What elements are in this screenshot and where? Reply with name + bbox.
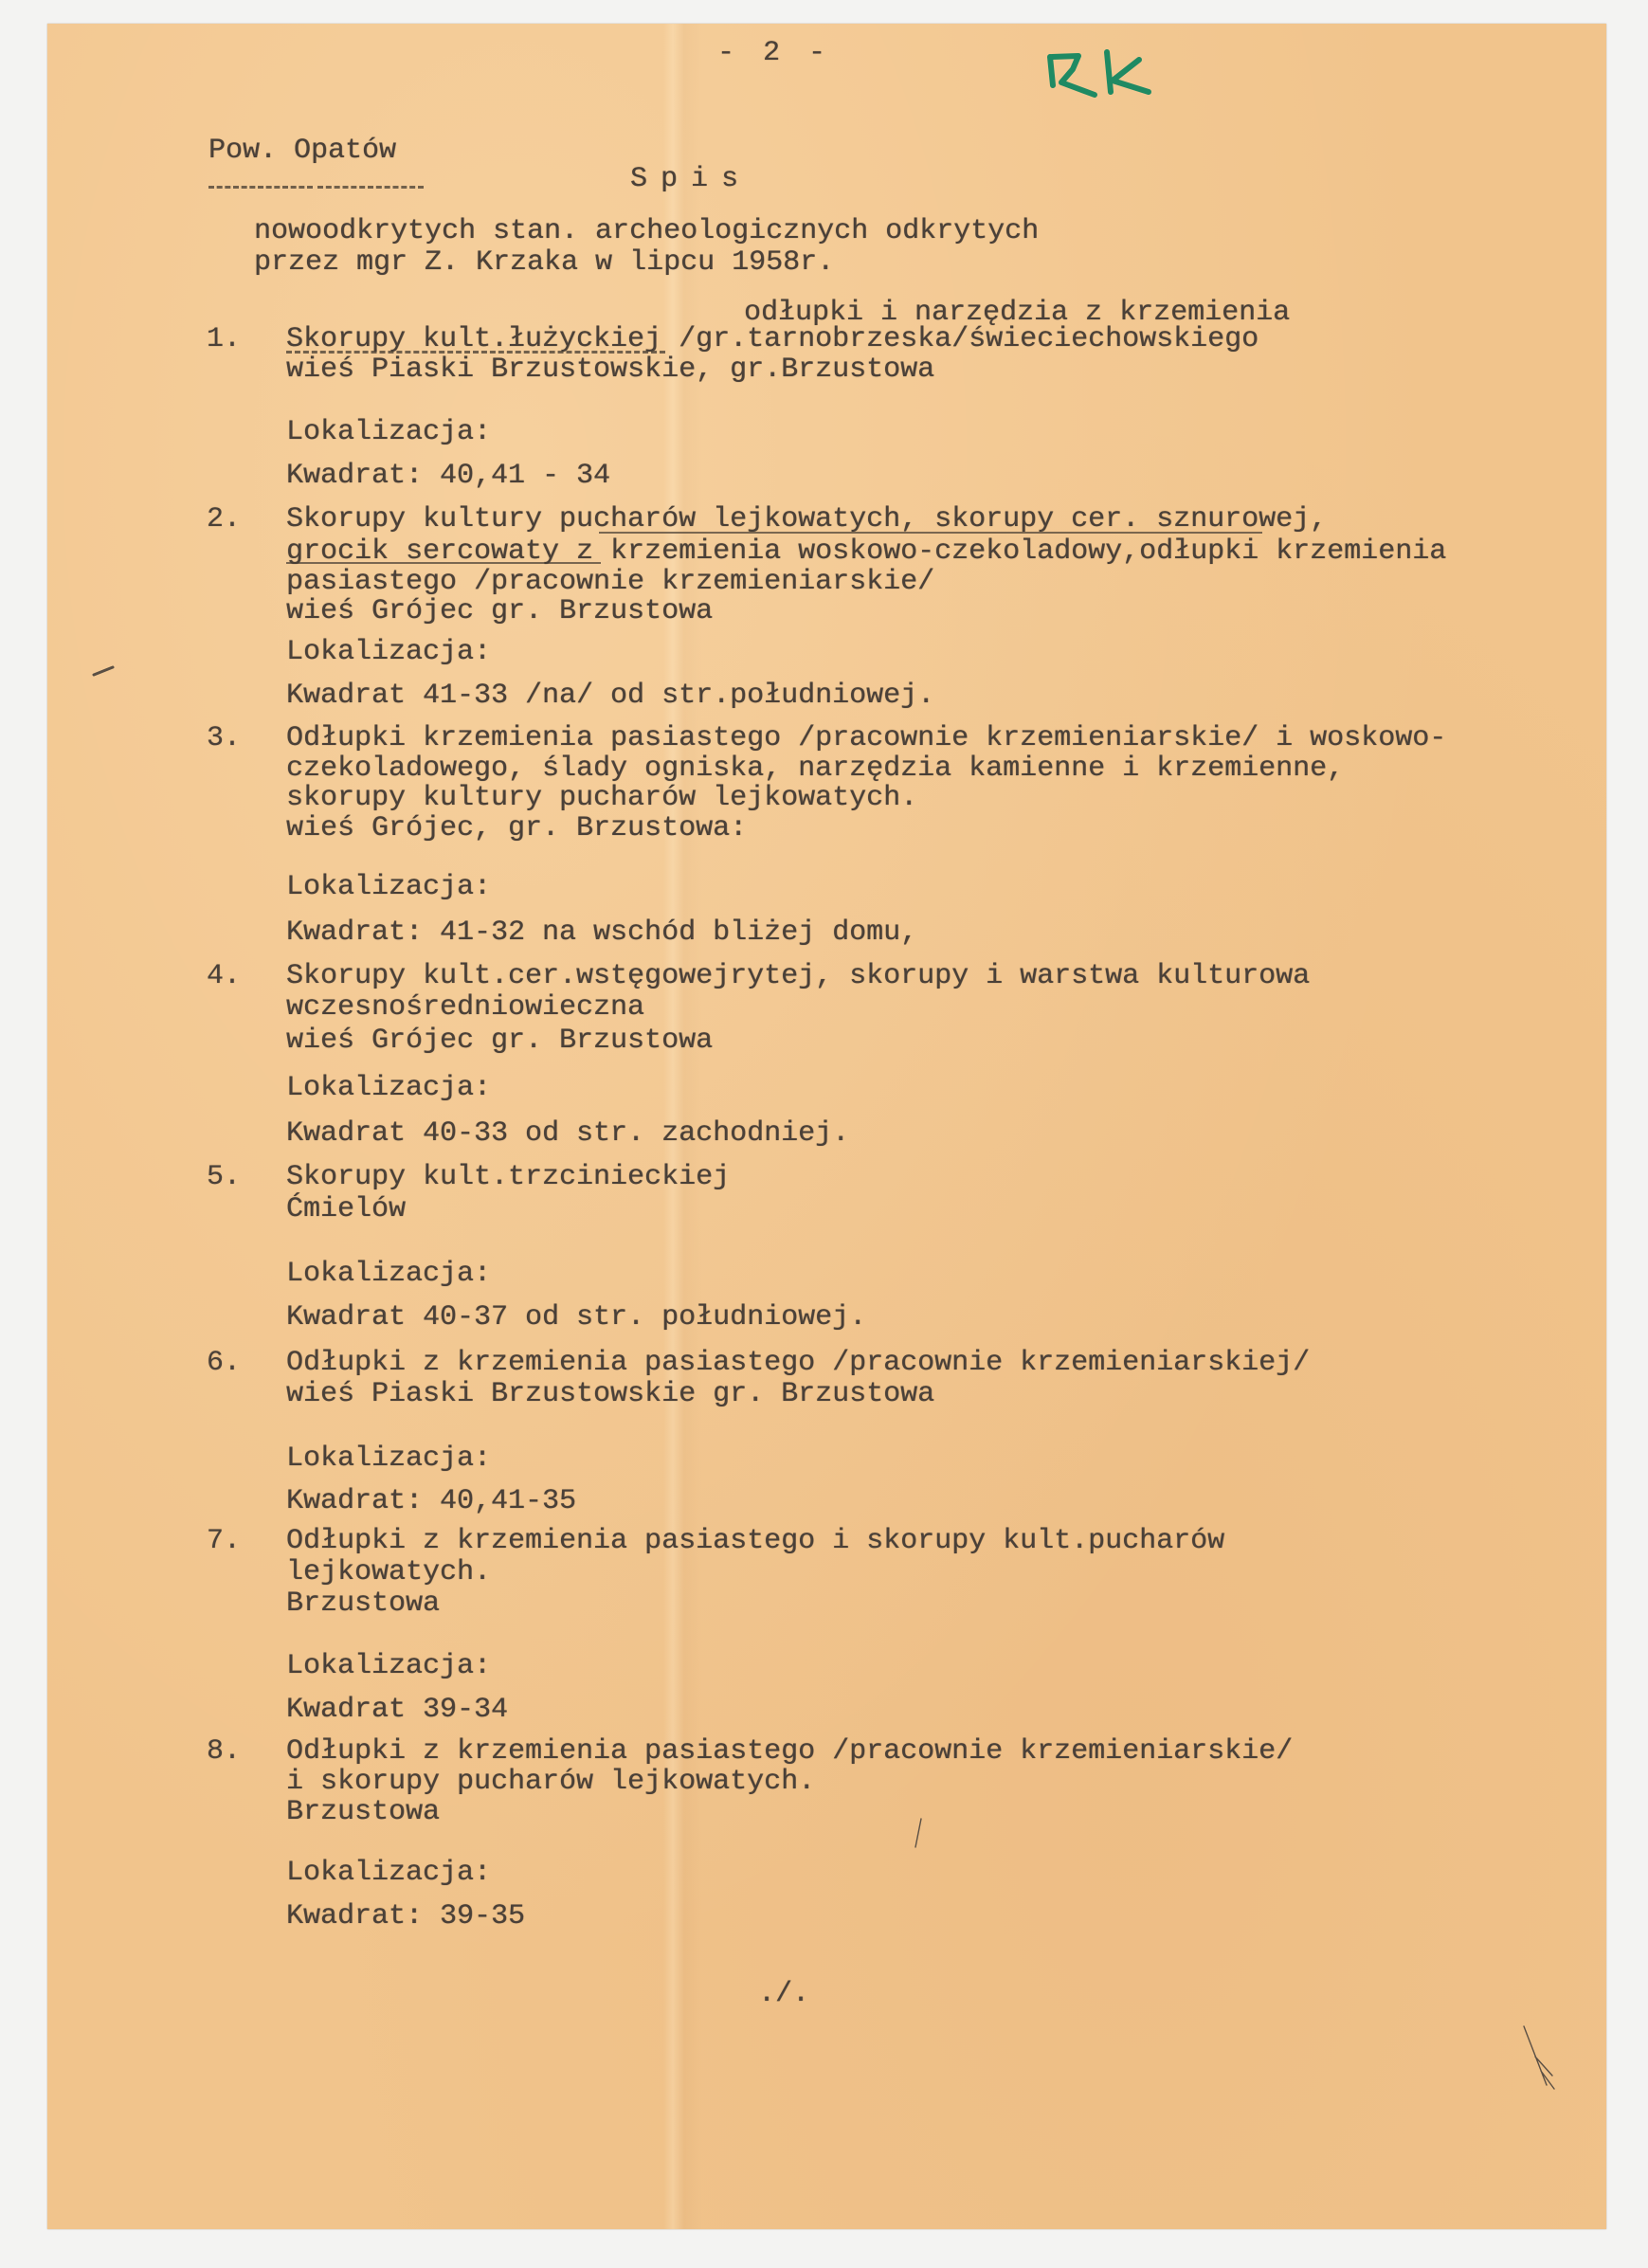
entry-line: lejkowatych. [286, 1556, 492, 1588]
entry-number: 7. [207, 1525, 242, 1557]
entry-line: Brzustowa [286, 1588, 441, 1620]
page-number: - 2 - [717, 37, 832, 69]
entry-underline [286, 562, 601, 564]
district-underline-2 [317, 186, 424, 189]
square-reference: Kwadrat: 40,41-35 [286, 1485, 577, 1517]
square-reference: Kwadrat 39-34 [286, 1694, 509, 1726]
location-label: Lokalizacja: [286, 636, 492, 668]
entry-line: wieś Grójec, gr. Brzustowa: [286, 812, 748, 844]
entry-line: Odłupki z krzemienia pasiastego /pracownie krzemieniarskie/ [286, 1735, 1294, 1768]
location-label: Lokalizacja: [286, 1442, 492, 1475]
square-reference: Kwadrat: 40,41 - 34 [286, 460, 611, 492]
square-reference: Kwadrat: 41-32 na wschód bliżej domu, [286, 916, 918, 949]
entry-number: 3. [207, 722, 242, 754]
square-reference: Kwadrat: 39-35 [286, 1900, 526, 1932]
entry-number: 4. [207, 960, 242, 992]
location-label: Lokalizacja: [286, 871, 492, 903]
entry-line: Odłupki z krzemienia pasiastego /pracownie krzemieniarskiej/ [286, 1347, 1311, 1379]
location-label: Lokalizacja: [286, 1072, 492, 1104]
entry-number: 1. [207, 323, 242, 355]
subtitle-line-2: przez mgr Z. Krzaka w lipcu 1958r. [254, 246, 835, 279]
entry-underline [599, 532, 1262, 534]
pencil-mark [1507, 2019, 1564, 2104]
entry-line: wieś Grójec gr. Brzustowa [286, 1025, 714, 1057]
insertion-note: odłupki i narzędzia z krzemienia [744, 297, 1291, 329]
location-label: Lokalizacja: [286, 1857, 492, 1889]
entry-line: wczesnośredniowieczna [286, 991, 645, 1024]
square-reference: Kwadrat 41-33 /na/ od str.południowej. [286, 680, 935, 712]
entry-line: Skorupy kult.trzcinieckiej [286, 1161, 731, 1193]
square-reference: Kwadrat 40-37 od str. południowej. [286, 1301, 867, 1334]
entry-number: 8. [207, 1735, 242, 1768]
handwritten-initials-rk [1033, 43, 1156, 109]
location-label: Lokalizacja: [286, 1258, 492, 1290]
pencil-mark [90, 663, 128, 682]
entry-line: grocik sercowaty z krzemienia woskowo-czekoladowy,odłupki krzemienia [286, 535, 1447, 568]
location-label: Lokalizacja: [286, 416, 492, 448]
entry-line: Odłupki krzemienia pasiastego /pracownie krzemieniarskie/ i woskowo- [286, 722, 1447, 754]
district-underline [208, 186, 313, 189]
district-heading: Pow. Opatów [208, 135, 397, 167]
pencil-mark [910, 1815, 929, 1853]
subtitle-line-1: nowoodkrytych stan. archeologicznych odkrytych [254, 215, 1040, 247]
entry-number: 5. [207, 1161, 242, 1193]
entry-line: i skorupy pucharów lejkowatych. [286, 1766, 816, 1798]
entry-line: wieś Piaski Brzustowskie gr. Brzustowa [286, 1378, 935, 1410]
entry-line: Skorupy kult.łużyckiej /gr.tarnobrzeska/świeciechowskiego [286, 323, 1259, 355]
entry-line: czekoladowego, ślady ogniska, narzędzia kamienne i krzemienne, [286, 753, 1345, 785]
continuation-mark: ./. [758, 1978, 810, 2010]
entry-line: wieś Piaski Brzustowskie, gr.Brzustowa [286, 354, 935, 386]
entry-line: Skorupy kultury pucharów lejkowatych, skorupy cer. sznurowej, [286, 503, 1328, 535]
location-label: Lokalizacja: [286, 1650, 492, 1682]
entry-line: skorupy kultury pucharów lejkowatych. [286, 782, 918, 814]
entry-line: wieś Grójec gr. Brzustowa [286, 595, 714, 627]
entry-number: 2. [207, 503, 242, 535]
entry-line: Odłupki z krzemienia pasiastego i skorupy kult.pucharów [286, 1525, 1225, 1557]
document-title: Spis [630, 163, 752, 195]
entry-number: 6. [207, 1347, 242, 1379]
entry-line: Skorupy kult.cer.wstęgowejrytej, skorupy i warstwa kulturowa [286, 960, 1311, 992]
entry-line: Ćmielów [286, 1193, 407, 1225]
entry-line: Brzustowa [286, 1796, 441, 1828]
entry-line: pasiastego /pracownie krzemieniarskie/ [286, 566, 935, 598]
square-reference: Kwadrat 40-33 od str. zachodniej. [286, 1117, 850, 1150]
